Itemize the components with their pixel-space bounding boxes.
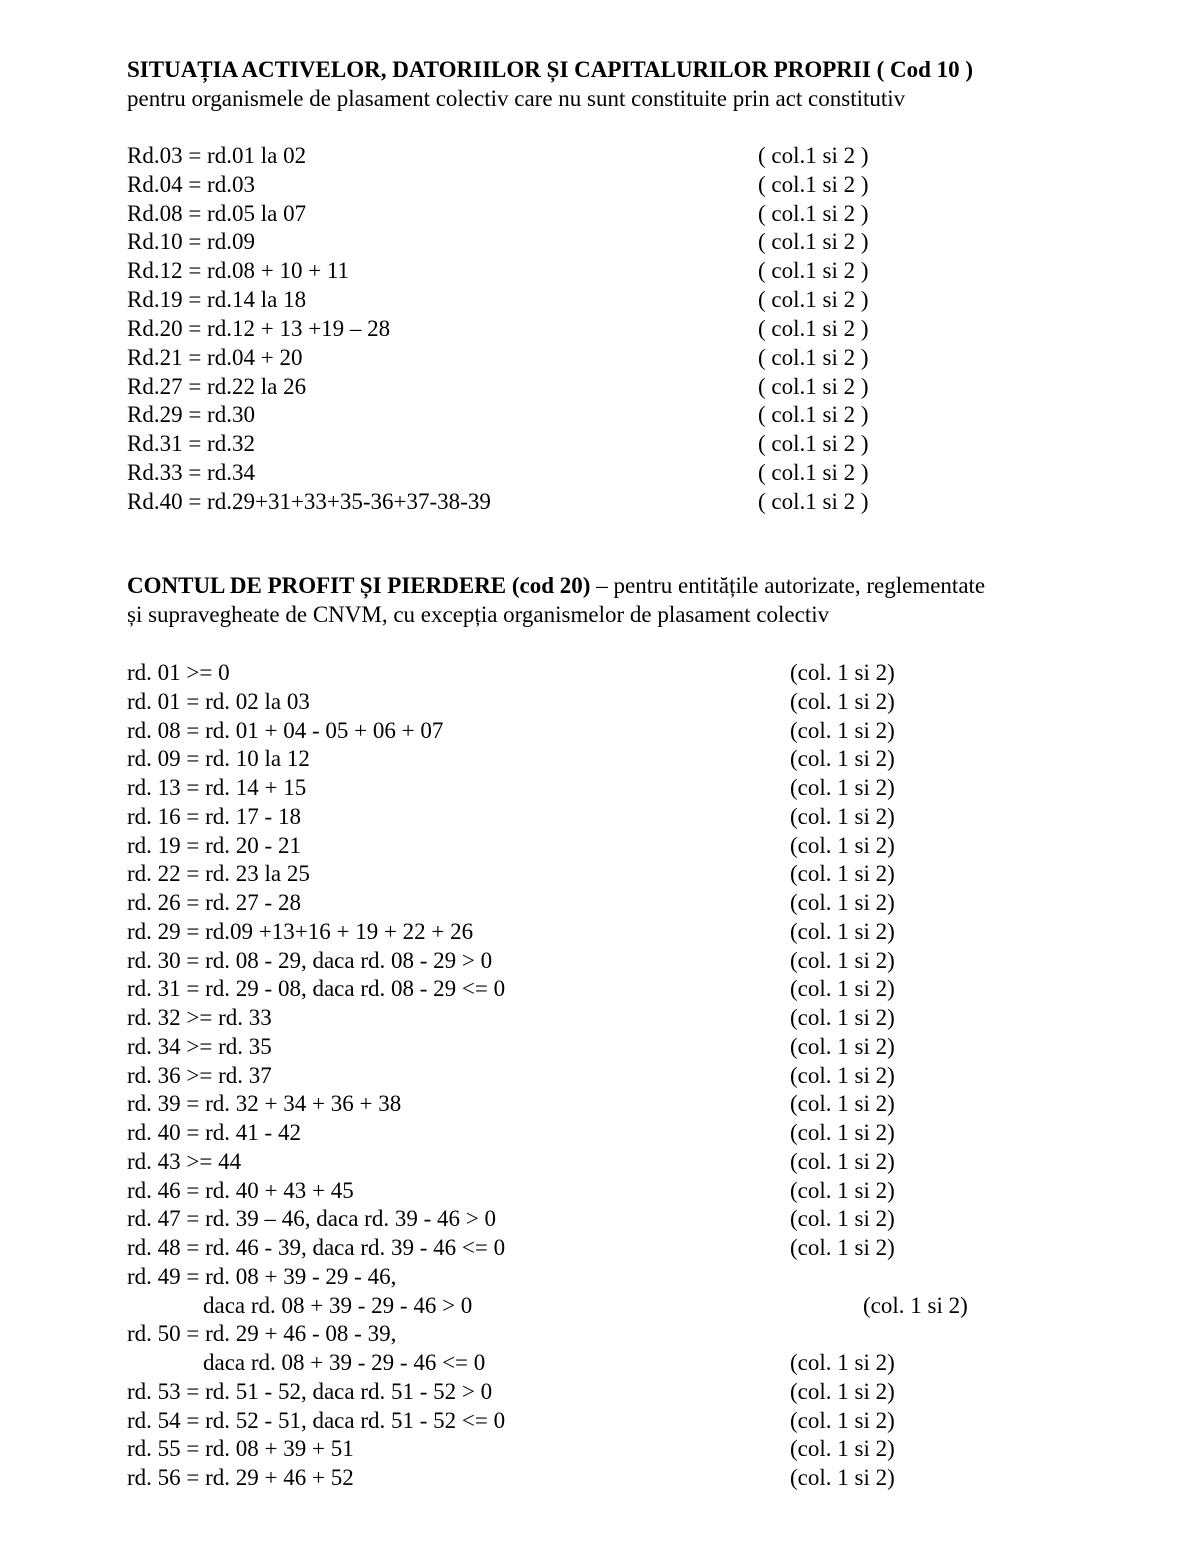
rule-formula: rd. 48 = rd. 46 - 39, daca rd. 39 - 46 <= 0 xyxy=(127,1235,506,1260)
rule-row xyxy=(127,256,1127,285)
rule-columns: (col. 1 si 2) xyxy=(790,1235,895,1260)
rule-row xyxy=(127,458,1127,487)
rule-formula: rd. 46 = rd. 40 + 43 + 45 xyxy=(127,1177,354,1203)
rule-columns: (col. 1 si 2) xyxy=(790,1091,895,1117)
rule-columns: ( col.1 si 2 ) xyxy=(758,143,869,168)
rule-columns: (col. 1 si 2) xyxy=(790,890,895,915)
rule-columns: ( col.1 si 2 ) xyxy=(758,488,869,514)
rule-formula: Rd.33 = rd.34 xyxy=(127,460,255,486)
rule-formula: rd. 30 = rd. 08 - 29, daca rd. 08 - 29 > 0 xyxy=(127,947,493,973)
rule-columns: (col. 1 si 2) xyxy=(790,918,895,944)
rule-row xyxy=(127,199,1127,228)
rule-columns: (col. 1 si 2) xyxy=(790,1378,895,1404)
rule-row xyxy=(127,974,1127,1003)
rule-formula: Rd.31 = rd.32 xyxy=(127,431,255,457)
rule-row xyxy=(127,917,1127,946)
rule-columns: (col. 1 si 2) xyxy=(790,746,895,772)
rule-columns: ( col.1 si 2 ) xyxy=(758,431,869,457)
rule-columns: (col. 1 si 2) xyxy=(790,775,895,800)
rule-columns: (col. 1 si 2) xyxy=(790,976,895,1002)
rule-columns: (col. 1 si 2) xyxy=(790,803,895,829)
rule-formula: rd. 49 = rd. 08 + 39 - 29 - 46, xyxy=(127,1263,397,1289)
rule-formula: daca rd. 08 + 39 - 29 - 46 > 0 xyxy=(203,1292,473,1318)
rule-columns: ( col.1 si 2 ) xyxy=(758,258,869,284)
rule-row xyxy=(127,400,1127,429)
rule-row xyxy=(127,141,1127,170)
rule-columns: (col. 1 si 2) xyxy=(790,1148,895,1174)
rule-formula: rd. 55 = rd. 08 + 39 + 51 xyxy=(127,1436,354,1462)
rule-row xyxy=(127,487,1127,516)
rule-formula: rd. 54 = rd. 52 - 51, daca rd. 51 - 52 <= 0 xyxy=(127,1407,506,1433)
rule-formula: Rd.20 = rd.12 + 13 +19 – 28 xyxy=(127,315,391,341)
rule-row xyxy=(127,1089,1127,1118)
rule-columns: (col. 1 si 2) xyxy=(790,1033,895,1059)
rule-formula: rd. 09 = rd. 10 la 12 xyxy=(127,746,310,772)
rule-formula: Rd.10 = rd.09 xyxy=(127,229,255,255)
rule-columns: (col. 1 si 2) xyxy=(790,688,895,714)
rule-formula: rd. 01 = rd. 02 la 03 xyxy=(127,688,310,714)
rule-formula: rd. 22 = rd. 23 la 25 xyxy=(127,861,310,887)
rule-formula: Rd.29 = rd.30 xyxy=(127,402,255,428)
rule-row xyxy=(127,343,1127,372)
rule-row xyxy=(127,802,1127,831)
rule-row xyxy=(127,1176,1127,1205)
rule-row xyxy=(127,888,1127,917)
rule-row xyxy=(127,1434,1127,1463)
rule-columns: (col. 1 si 2) xyxy=(790,660,895,685)
rule-formula: rd. 26 = rd. 27 - 28 xyxy=(127,890,301,915)
rule-columns: (col. 1 si 2) xyxy=(790,1177,895,1203)
rule-formula: Rd.12 = rd.08 + 10 + 11 xyxy=(127,258,350,284)
rule-columns: ( col.1 si 2 ) xyxy=(758,373,869,399)
rule-columns: (col. 1 si 2) xyxy=(790,1350,895,1375)
rule-row xyxy=(127,372,1127,401)
rule-columns: (col. 1 si 2) xyxy=(790,1436,895,1462)
rule-row xyxy=(127,1061,1127,1090)
rule-row xyxy=(127,170,1127,199)
rule-columns: (col. 1 si 2) xyxy=(790,1465,895,1490)
rule-row xyxy=(127,1147,1127,1176)
section2-title-rest: – pentru entitățile autorizate, reglementate xyxy=(590,573,986,598)
rule-columns: (col. 1 si 2) xyxy=(790,1120,895,1145)
rule-formula: Rd.08 = rd.05 la 07 xyxy=(127,200,307,226)
rule-row xyxy=(127,1003,1127,1032)
rule-row xyxy=(127,1233,1127,1262)
rule-formula: rd. 34 >= rd. 35 xyxy=(127,1033,272,1059)
rule-row xyxy=(127,859,1127,888)
rule-row xyxy=(127,1463,1127,1492)
rule-row xyxy=(127,1262,1127,1291)
rule-columns: (col. 1 si 2) xyxy=(790,1407,895,1433)
rule-columns: (col. 1 si 2) xyxy=(790,1062,895,1088)
rule-columns: (col. 1 si 2) xyxy=(790,947,895,973)
rule-row xyxy=(127,314,1127,343)
rule-row xyxy=(127,1348,1127,1377)
rule-row xyxy=(127,1204,1127,1233)
rule-row xyxy=(127,1291,1127,1320)
rule-row xyxy=(127,1319,1127,1348)
rule-row xyxy=(127,429,1127,458)
rule-formula: rd. 19 = rd. 20 - 21 xyxy=(127,832,301,858)
section2-subtitle: și supravegheate de CNVM, cu excepția organismelor de plasament colectiv xyxy=(127,602,830,627)
rule-formula: rd. 13 = rd. 14 + 15 xyxy=(127,775,307,800)
rule-columns: ( col.1 si 2 ) xyxy=(758,200,869,226)
rule-formula: Rd.27 = rd.22 la 26 xyxy=(127,373,307,399)
rule-row xyxy=(127,1032,1127,1061)
rule-columns: (col. 1 si 2) xyxy=(863,1292,968,1318)
rule-columns: (col. 1 si 2) xyxy=(790,832,895,858)
rule-row xyxy=(127,716,1127,745)
rule-columns: ( col.1 si 2 ) xyxy=(758,315,869,341)
rule-formula: rd. 29 = rd.09 +13+16 + 19 + 22 + 26 xyxy=(127,918,474,944)
rule-columns: ( col.1 si 2 ) xyxy=(758,460,869,486)
rule-formula: rd. 32 >= rd. 33 xyxy=(127,1005,272,1030)
rule-columns: (col. 1 si 2) xyxy=(790,861,895,887)
rule-row xyxy=(127,687,1127,716)
rule-formula: rd. 47 = rd. 39 – 46, daca rd. 39 - 46 > 0 xyxy=(127,1206,496,1232)
rule-formula: Rd.40 = rd.29+31+33+35-36+37-38-39 xyxy=(127,488,491,514)
rule-formula: rd. 16 = rd. 17 - 18 xyxy=(127,803,301,829)
rule-row xyxy=(127,658,1127,687)
rule-columns: (col. 1 si 2) xyxy=(790,1206,895,1232)
rule-formula: daca rd. 08 + 39 - 29 - 46 <= 0 xyxy=(203,1350,486,1375)
rule-columns: ( col.1 si 2 ) xyxy=(758,171,869,197)
rule-row xyxy=(127,946,1127,975)
section1-title: SITUAȚIA ACTIVELOR, DATORIILOR ȘI CAPITALURILOR PROPRII ( Cod 10 ) xyxy=(127,57,974,82)
rule-columns: ( col.1 si 2 ) xyxy=(758,344,869,370)
rule-formula: rd. 43 >= 44 xyxy=(127,1148,242,1174)
rule-formula: rd. 31 = rd. 29 - 08, daca rd. 08 - 29 <= 0 xyxy=(127,976,506,1002)
rule-row xyxy=(127,227,1127,256)
rule-formula: Rd.04 = rd.03 xyxy=(127,171,255,197)
rule-columns: ( col.1 si 2 ) xyxy=(758,229,869,255)
section2-title-bold: CONTUL DE PROFIT ȘI PIERDERE (cod 20) xyxy=(127,573,591,598)
rule-formula: rd. 39 = rd. 32 + 34 + 36 + 38 xyxy=(127,1091,402,1117)
rule-formula: rd. 53 = rd. 51 - 52, daca rd. 51 - 52 > 0 xyxy=(127,1378,493,1404)
rule-formula: rd. 56 = rd. 29 + 46 + 52 xyxy=(127,1465,354,1490)
rule-columns: ( col.1 si 2 ) xyxy=(758,402,869,428)
rule-row xyxy=(127,773,1127,802)
rule-formula: rd. 01 >= 0 xyxy=(127,660,230,685)
rule-row xyxy=(127,1406,1127,1435)
section1-subtitle: pentru organismele de plasament colectiv care nu sunt constituite prin act constitutiv xyxy=(127,86,906,111)
rule-row xyxy=(127,831,1127,860)
rule-formula: rd. 40 = rd. 41 - 42 xyxy=(127,1120,301,1145)
rule-columns: ( col.1 si 2 ) xyxy=(758,287,869,313)
rule-columns: (col. 1 si 2) xyxy=(790,717,895,743)
rule-formula: rd. 50 = rd. 29 + 46 - 08 - 39, xyxy=(127,1321,397,1347)
rule-row xyxy=(127,1377,1127,1406)
rule-formula: Rd.21 = rd.04 + 20 xyxy=(127,344,303,370)
rule-columns: (col. 1 si 2) xyxy=(790,1005,895,1030)
rule-row xyxy=(127,285,1127,314)
rule-formula: Rd.19 = rd.14 la 18 xyxy=(127,287,307,313)
rule-formula: rd. 08 = rd. 01 + 04 - 05 + 06 + 07 xyxy=(127,717,444,743)
section2-title xyxy=(127,571,985,600)
rule-formula: rd. 36 >= rd. 37 xyxy=(127,1062,272,1088)
rule-formula: Rd.03 = rd.01 la 02 xyxy=(127,143,307,168)
rule-row xyxy=(127,1118,1127,1147)
rule-row xyxy=(127,744,1127,773)
